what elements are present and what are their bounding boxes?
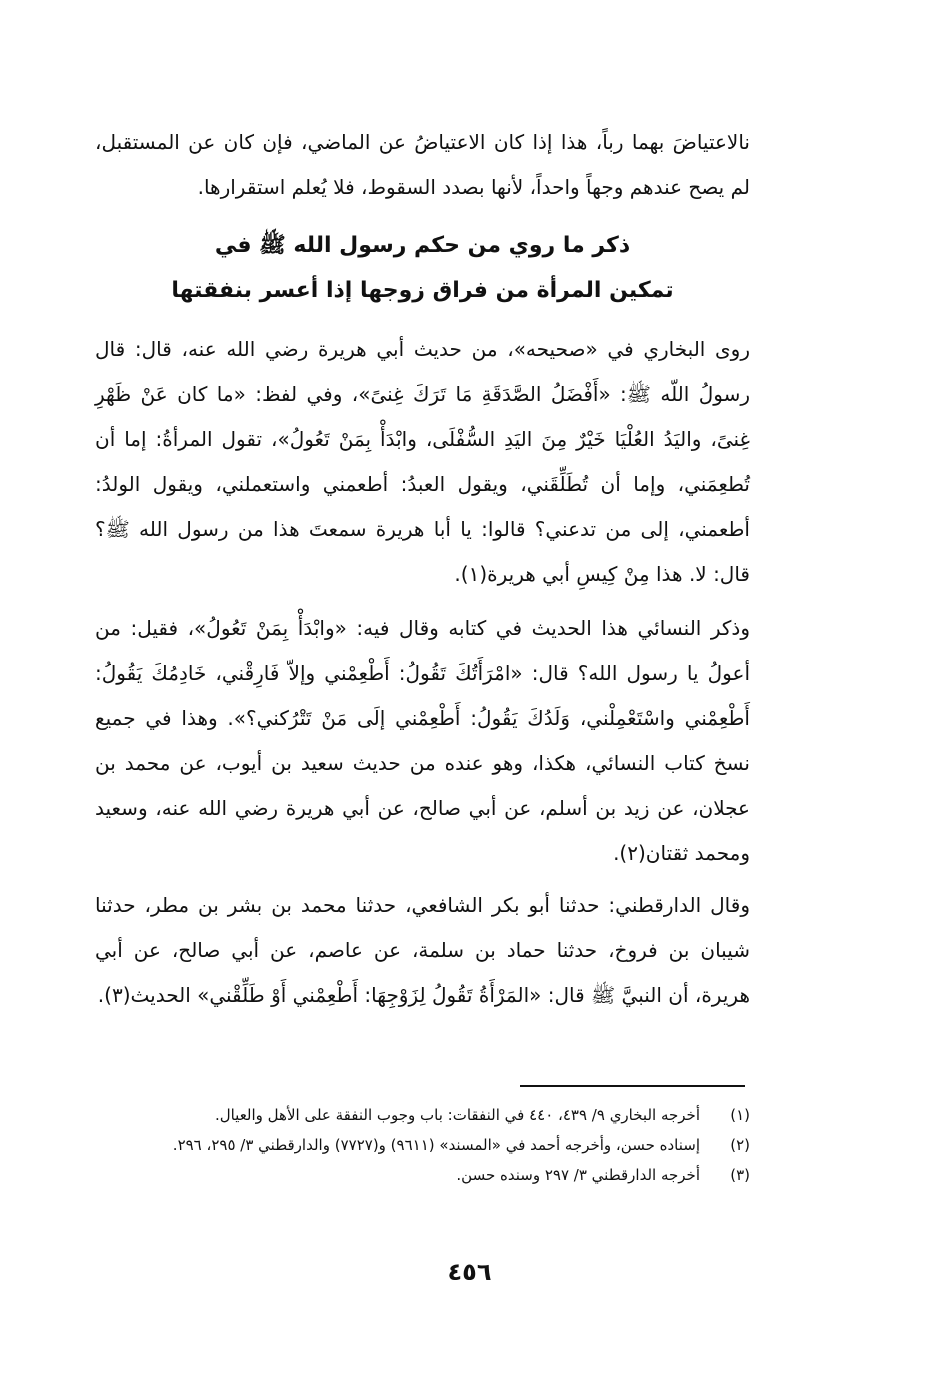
footnote-text: أخرجه الدارقطني ٣/ ٢٩٧ وسنده حسن. — [456, 1166, 700, 1184]
footnote-3 — [95, 1160, 750, 1190]
paragraph-nasai: وذكر النسائي هذا الحديث في كتابه وقال فيه: «وابْدَأْ بِمَنْ تَعُولُ»، فقيل: من أعولُ يا رسول الله؟ قال: «امْرَأَتُكَ تَقُولُ: أَطْعِمْني وإلاّ فَارِقْني، خَادِمُكَ يَقُولُ: أَطْعِمْني واسْتَعْمِلْني، وَلَدُكَ يَقُولُ: أَطْعِمْني إلَى مَنْ تَتْرُكني؟». وهذا في جميع نسخ كتاب النسائي، هكذا، وهو عنده من حديث سعيد بن أيوب، عن محمد بن عجلان، عن زيد بن أسلم، عن أبي صالح، عن أبي هريرة رضي الله عنه، وسعيد ومحمد ثقتان(٢). — [95, 616, 750, 865]
footnote-1 — [95, 1100, 750, 1130]
footnote-text: إسناده حسن، وأخرجه أحمد في «المسند» (٩٦١١) و(٧٧٢٧) والدارقطني ٣/ ٢٩٥، ٢٩٦. — [172, 1136, 700, 1154]
heading-line-1: ذكر ما روي من حكم رسول الله ﷺ في — [214, 233, 631, 258]
footnote-text: أخرجه البخاري ٩/ ٤٣٩، ٤٤٠ في النفقات: باب وجوب النفقة على الأهل والعيال. — [214, 1106, 700, 1124]
footnote-2 — [95, 1130, 750, 1160]
paragraph-intro: نالاعتياضَ بهما رباً، هذا إذا كان الاعتياضُ عن الماضي، فإن كان عن المستقبل، لم يصح عندهم وجهاً واحداً، لأنها بصدد السقوط، فلا يُعلم استقرارها. — [95, 130, 750, 199]
section-heading — [95, 223, 750, 313]
footnote-number: (٢) — [730, 1136, 750, 1154]
footnote-number: (١) — [730, 1106, 750, 1124]
paragraph-bukhari: روى البخاري في «صحيحه»، من حديث أبي هريرة رضي الله عنه، قال: قال رسولُ اللّه ﷺ: «أَفْضَلُ الصَّدَقَةِ مَا تَرَكَ غِنىً»، وفي لفظ: «ما كان عَنْ ظَهْرِ غِنىً، واليَدُ العُلْيَا خَيْرٌ مِنَ اليَدِ السُّفْلَى، وابْدَأْ بِمَنْ تَعُولُ»، تقول المرأةُ: إما أن تُطعِمَني، وإما أن تُطَلِّقَني، ويقول العبدُ: أطعمني واستعملني، ويقول الولدُ: أطعمني، إلى من تدعني؟ قالوا: يا أبا هريرة سمعتَ هذا من رسول الله ﷺ؟ قال: لا. هذا مِنْ كِيسِ أبي هريرة(١). — [95, 337, 750, 586]
heading-line-2: تمكين المرأة من فراق زوجها إذا أعسر بنفقتها — [171, 278, 674, 303]
footnote-number: (٣) — [730, 1166, 750, 1184]
paragraph-daraqutni: وقال الدارقطني: حدثنا أبو بكر الشافعي، حدثنا محمد بن بشر بن مطر، حدثنا شيبان بن فروخ، حدثنا حماد بن سلمة، عن عاصم، عن أبي صالح، عن أبي هريرة، أن النبيَّ ﷺ قال: «المَرْأَةُ تَقُولُ لِزَوْجِهَا: أَطْعِمْني أَوْ طَلِّقْني» الحديث(٣). — [95, 893, 750, 1007]
page-number: ٤٥٦ — [447, 1258, 492, 1286]
footnotes — [95, 1100, 750, 1190]
footnote-divider — [520, 1085, 745, 1087]
